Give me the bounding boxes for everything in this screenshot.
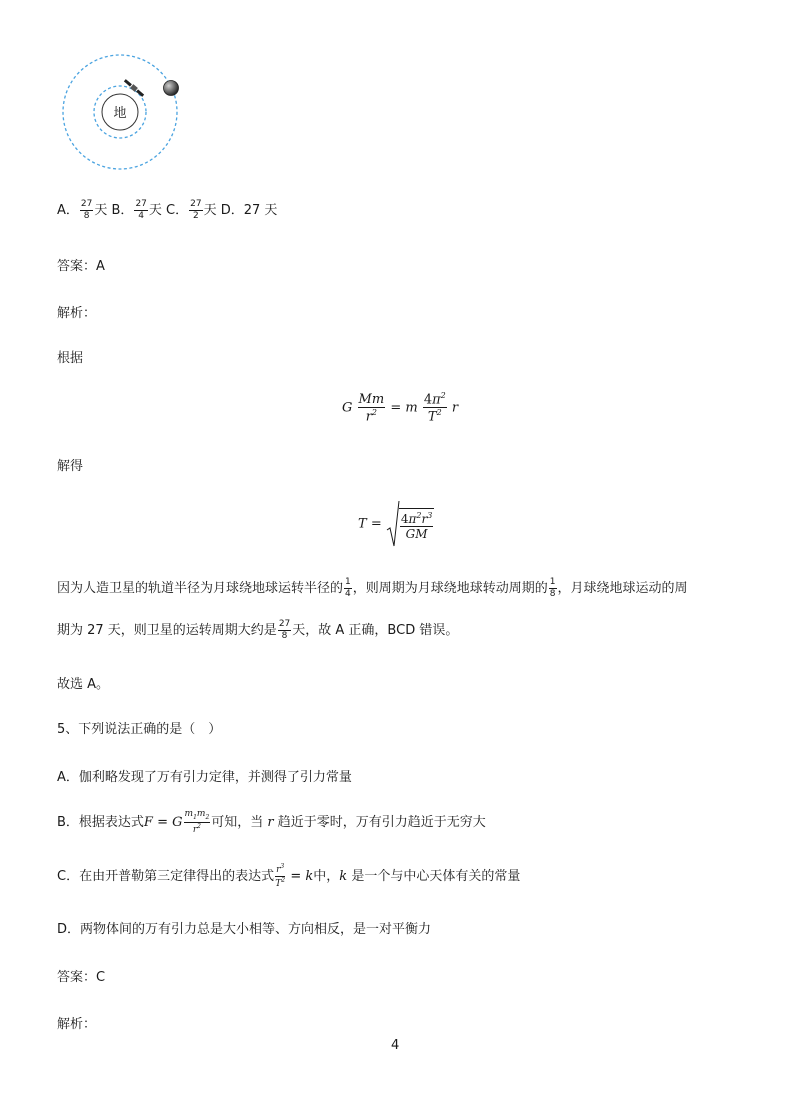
q5-answer: 答案：C [57,970,106,985]
page-number: 4 [391,1038,400,1053]
option-c-fraction: $\frac{27}{2}$ [190,199,202,221]
earth-label: 地 [113,106,127,121]
q5-question: 5、下列说法正确的是（ ） [57,722,222,737]
option-c-label: C． [166,203,189,218]
q5-option-c: C．在由开普勒第三定律得出的表达式 $\frac{r^3}{T^2}$ = k中，k 是一个与中心天体有关的常量 [57,863,521,889]
q4-paragraph-line2: 期为 27 天，则卫星的运转周期大约是 $\frac{27}{8}$ 天，故 A 正确，BCD 错误。 [57,619,459,641]
q4-paragraph-line1: 因为人造卫星的轨道半径为月球绕地球运转半径的 $\frac{1}{4}$ ，则周期为月球绕地球转动周期的 $\frac{1}{8}$ ，月球绕地球运动的周 [57,577,688,599]
option-a-label: A． [57,203,79,218]
option-a-unit: 天 [94,203,108,218]
q5-option-a: A．伽利略发现了万有引力定律，并测得了引力常量 [57,770,352,785]
q4-answer: 答案：A [57,259,105,274]
moon [164,81,179,96]
q4-solve-label: 解得 [57,459,84,474]
period-equation: T = $\frac{4\pi^2r^3}{GM}$ [358,500,434,548]
option-c-unit: 天 [203,203,217,218]
q4-options [57,200,277,221]
gravity-equation: G $\frac{Mm}{r^2}$ = m $\frac{4\pi^2}{T^2}$ r [342,391,459,425]
option-b-label: B． [111,203,134,218]
option-d-text: 27 天 [243,203,278,218]
sqrt-icon [386,500,400,548]
q4-conclusion: 故选 A。 [57,677,110,692]
q5-analysis-title: 解析： [57,1017,97,1032]
option-d-label: D． [220,203,244,218]
q5-option-d: D．两物体间的万有引力总是大小相等、方向相反，是一对平衡力 [57,922,432,937]
option-b-fraction: $\frac{27}{4}$ [135,199,147,221]
q4-analysis-title: 解析： [57,306,97,321]
q4-root-label: 根据 [57,351,84,366]
orbit-diagram [55,50,190,175]
option-b-unit: 天 [148,203,162,218]
q5-option-b: B．根据表达式F = G $\frac{m_1m_2}{r^2}$ 可知，当 r 趋近于零时，万有引力趋近于无穷大 [57,809,486,835]
option-a-fraction: $\frac{27}{8}$ [80,199,93,221]
